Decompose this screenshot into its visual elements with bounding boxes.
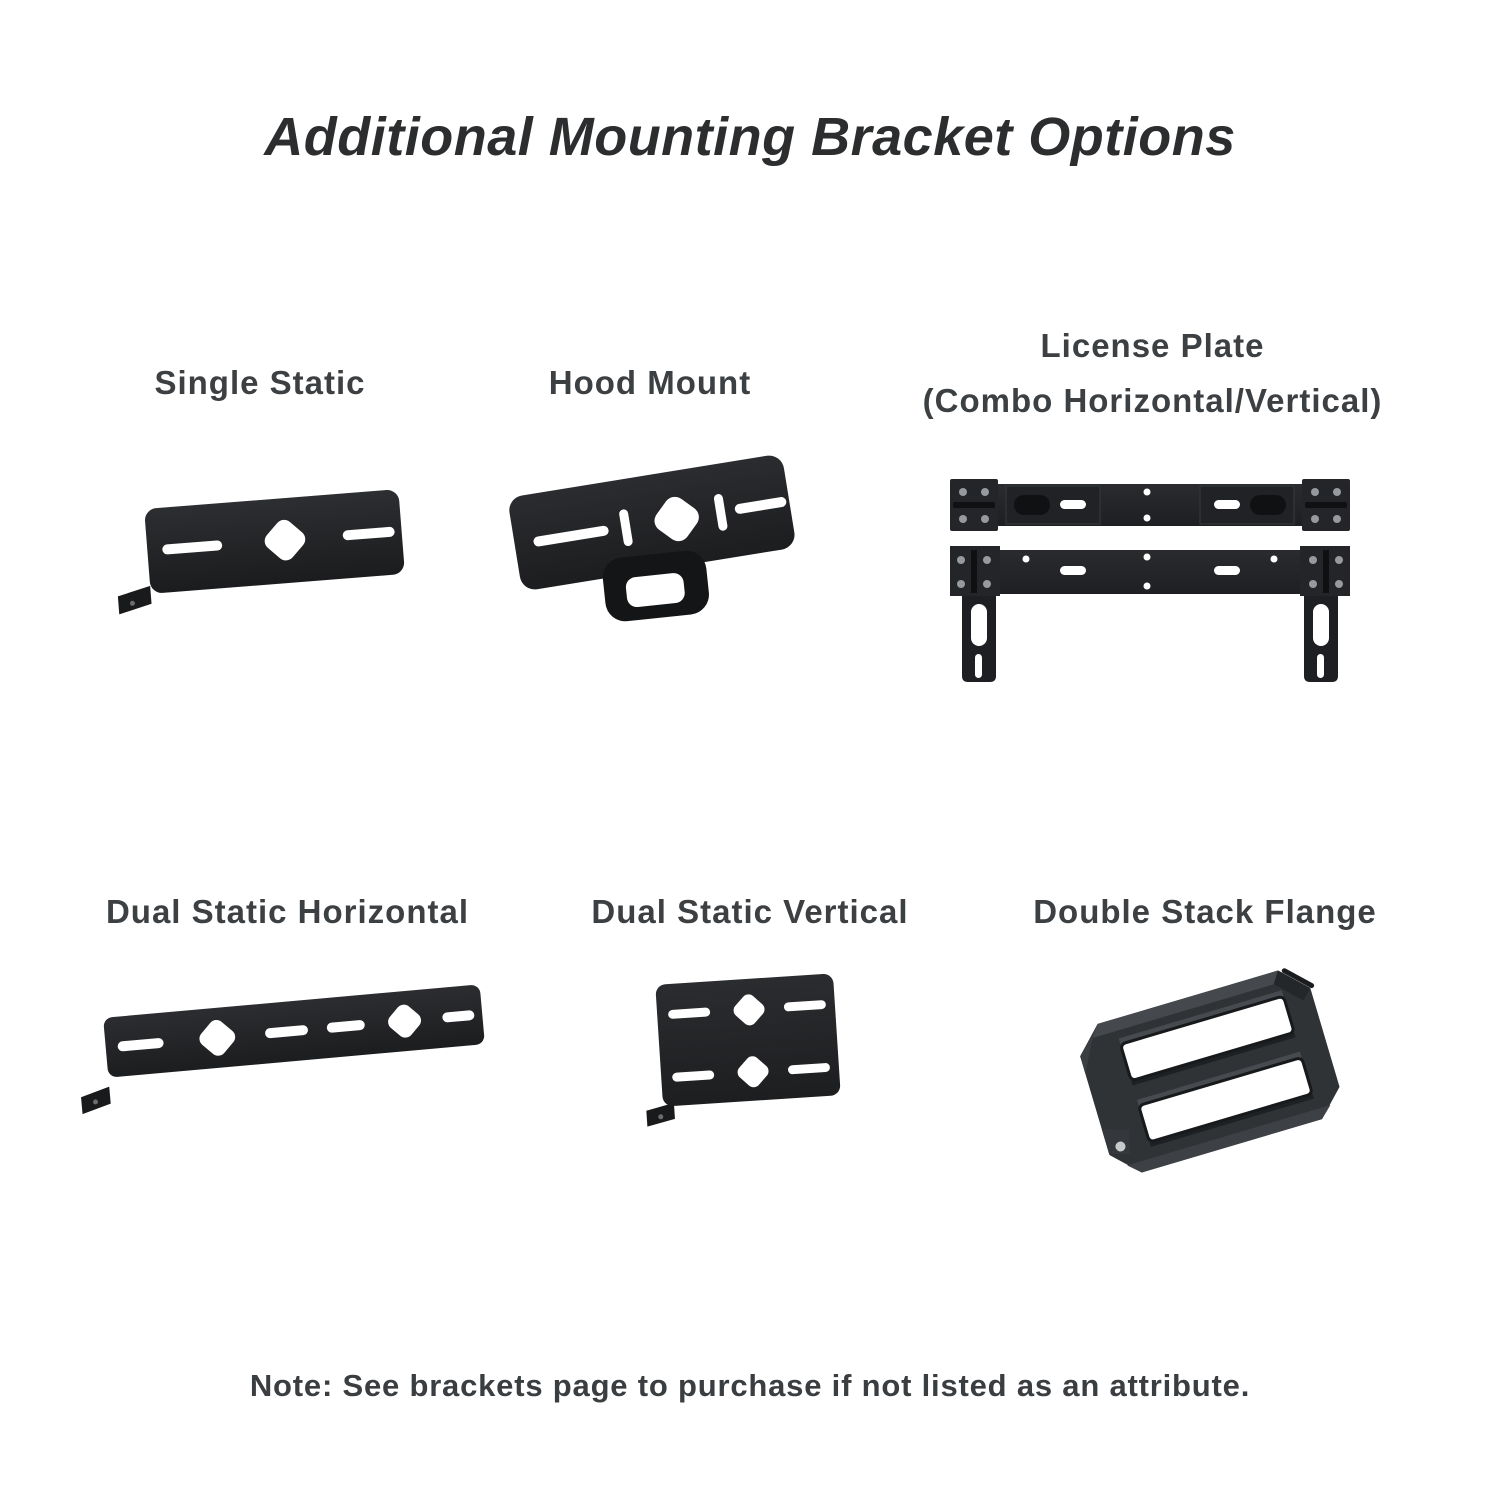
footer-note: Note: See brackets page to purchase if not listed as an attribute. xyxy=(249,1368,1251,1403)
label-dual-static-horizontal: Dual Static Horizontal xyxy=(105,893,470,930)
double-stack-flange-image xyxy=(1048,950,1378,1200)
label-hood-mount: Hood Mount xyxy=(548,364,752,401)
label-dual-static-vertical: Dual Static Vertical xyxy=(591,893,909,930)
label-license-plate-line1: License Plate xyxy=(1040,327,1265,364)
hood-mount-bracket-image xyxy=(500,448,815,653)
label-single-static: Single Static xyxy=(154,364,366,401)
label-license-plate-line2: (Combo Horizontal/Vertical) xyxy=(922,382,1383,419)
license-plate-bracket-image xyxy=(950,472,1350,704)
dual-static-vertical-bracket-image xyxy=(630,962,875,1134)
label-double-stack-flange: Double Stack Flange xyxy=(1033,893,1377,930)
single-static-bracket-image xyxy=(108,472,418,622)
dual-static-horizontal-bracket-image xyxy=(80,980,498,1130)
page-title: Additional Mounting Bracket Options xyxy=(264,107,1236,167)
label-license-plate xyxy=(870,318,1435,428)
